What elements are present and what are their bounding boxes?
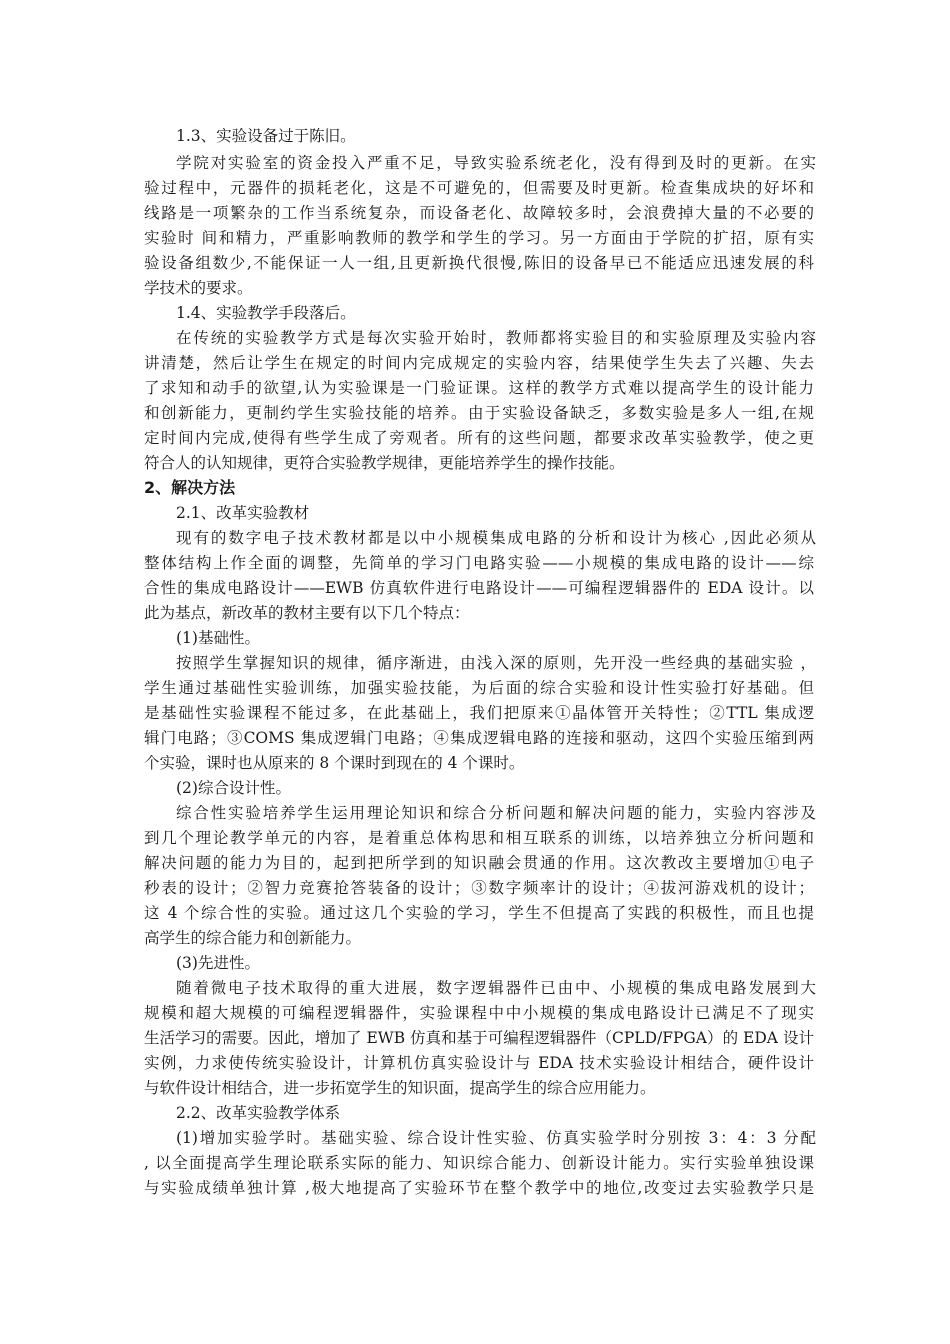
section-2-2-title: 2.2、改革实验教学体系 — [176, 1104, 341, 1122]
paragraph-line: 生活学习的需要。因此，增加了 EWB 仿真和基于可编程逻辑器件（CPLD/FPGA）的 EDA 设计 — [144, 1029, 814, 1047]
paragraph-line: 讲清楚，然后让学生在规定的时间内完成规定的实验内容，结果使学生失去了兴趣、失去 — [144, 354, 814, 372]
paragraph-line: 规模和超大规模的可编程逻辑器件，实验课程中中小规模的集成电路设计已满足不了现实 — [144, 1004, 814, 1022]
paragraph-line: 是基础性实验课程不能过多，在此基础上，我们把原来①晶体管开关特性；②TTL 集成逻 — [144, 704, 814, 722]
paragraph-line: 了求知和动手的欲望,认为实验课是一门验证课。这样的教学方式难以提高学生的设计能力 — [144, 379, 814, 397]
paragraph-line: 实验时 间和精力，严重影响教师的教学和学生的学习。另一方面由于学院的扩招，原有实 — [144, 229, 814, 247]
paragraph-line: 合性的集成电路设计——EWB 仿真软件进行电路设计——可编程逻辑器件的 EDA 设计。以 — [144, 579, 814, 597]
paragraph-line: 学技术的要求。 — [144, 279, 253, 297]
paragraph-line: 此为基点，新改革的教材主要有以下几个特点： — [144, 604, 470, 622]
paragraph-line: 到几个理论教学单元的内容，是着重总体构思和相互联系的训练，以培养独立分析问题和 — [144, 829, 814, 847]
paragraph-line: 与实验成绩单独计算 ,极大地提高了实验环节在整个教学中的地位,改变过去实验教学只是 — [144, 1179, 814, 1197]
paragraph-line: 现有的数字电子技术教材都是以中小规模集成电路的分析和设计为核心 ,因此必须从 — [176, 529, 816, 547]
section-1-3-title: 1.3、实验设备过于陈旧。 — [176, 127, 356, 145]
paragraph-line: 按照学生掌握知识的规律，循序渐进，由浅入深的原则，先开没一些经典的基础实验 ， — [176, 654, 816, 672]
paragraph-line: 与软件设计相结合，进一步拓宽学生的知识面，提高学生的综合应用能力。 — [144, 1079, 656, 1097]
paragraph-line: 验设备组数少,不能保证一人一组,且更新换代很慢,陈旧的设备早已不能适应迅速发展的科 — [144, 254, 814, 272]
paragraph-line: 定时间内完成,使得有些学生成了旁观者。所有的这些问题，都要求改革实验教学，使之更 — [144, 429, 814, 447]
paragraph-line: 辑门电路；③COMS 集成逻辑门电路；④集成逻辑电路的连接和驱动，这四个实验压缩到两 — [144, 729, 814, 747]
paragraph-line: 线路是一项繁杂的工作当系统复杂，而设备老化、故障较多时，会浪费掉大量的不必要的 — [144, 204, 814, 222]
paragraph-line: 和创新能力，更制约学生实验技能的培养。由于实验设备缺乏，多数实验是多人一组,在规 — [144, 404, 814, 422]
paragraph-line: 秒表的设计；②智力竞赛抢答装备的设计；③数字频率计的设计；④拔河游戏机的设计； — [144, 879, 814, 897]
paragraph-line: 实例，力求使传统实验设计，计算机仿真实验设计与 EDA 技术实验设计相结合，硬件设计 — [144, 1054, 814, 1072]
paragraph-line: 高学生的综合能力和创新能力。 — [144, 929, 362, 947]
paragraph-line: 在传统的实验教学方式是每次实验开始时，教师都将实验目的和实验原理及实验内容 — [176, 329, 816, 347]
paragraph-line: 随着微电子技术取得的重大进展，数字逻辑器件已由中、小规模的集成电路发展到大 — [176, 979, 816, 997]
paragraph-line: 符合人的认知规律，更符合实验教学规律，更能培养学生的操作技能。 — [144, 454, 625, 472]
paragraph-line: , 以全面提高学生理论联系实际的能力、知识综合能力、创新设计能力。实行实验单独设课 — [144, 1154, 814, 1172]
paragraph-line: 个实验，课时也从原来的 8 个课时到现在的 4 个课时。 — [144, 754, 525, 772]
section-2-1-title: 2.1、改革实验教材 — [176, 504, 310, 522]
item-2-title: (2)综合设计性。 — [176, 779, 291, 797]
paragraph-line: 验过程中，元器件的损耗老化，这是不可避免的，但需要及时更新。检查集成块的好坏和 — [144, 179, 814, 197]
section-2-heading: 2、解决方法 — [144, 478, 236, 497]
paragraph-line: 这 4 个综合性的实验。通过这几个实验的学习，学生不但提高了实践的积极性，而且也提 — [144, 904, 814, 922]
section-1-4-title: 1.4、实验教学手段落后。 — [176, 304, 356, 322]
item-3-title: (3)先进性。 — [176, 954, 260, 972]
paragraph-line: 整体结构上作全面的调整，先简单的学习门电路实验——小规模的集成电路的设计——综 — [144, 554, 814, 572]
item-1-title: (1)基础性。 — [176, 629, 260, 647]
paragraph-line: 综合性实验培养学生运用理论知识和综合分析问题和解决问题的能力，实验内容涉及 — [176, 804, 816, 822]
paragraph-line: 学院对实验室的资金投入严重不足，导致实验系统老化，没有得到及时的更新。在实 — [176, 154, 816, 172]
paragraph-line: 学生通过基础性实验训练，加强实验技能，为后面的综合实验和设计性实验打好基础。但 — [144, 679, 814, 697]
paragraph-line: 解决问题的能力为目的，起到把所学到的知识融会贯通的作用。这次教改主要增加①电子 — [144, 854, 814, 872]
paragraph-line: (1)增加实验学时。基础实验、综合设计性实验、仿真实验学时分别按 3：4：3 分配 — [176, 1129, 816, 1147]
